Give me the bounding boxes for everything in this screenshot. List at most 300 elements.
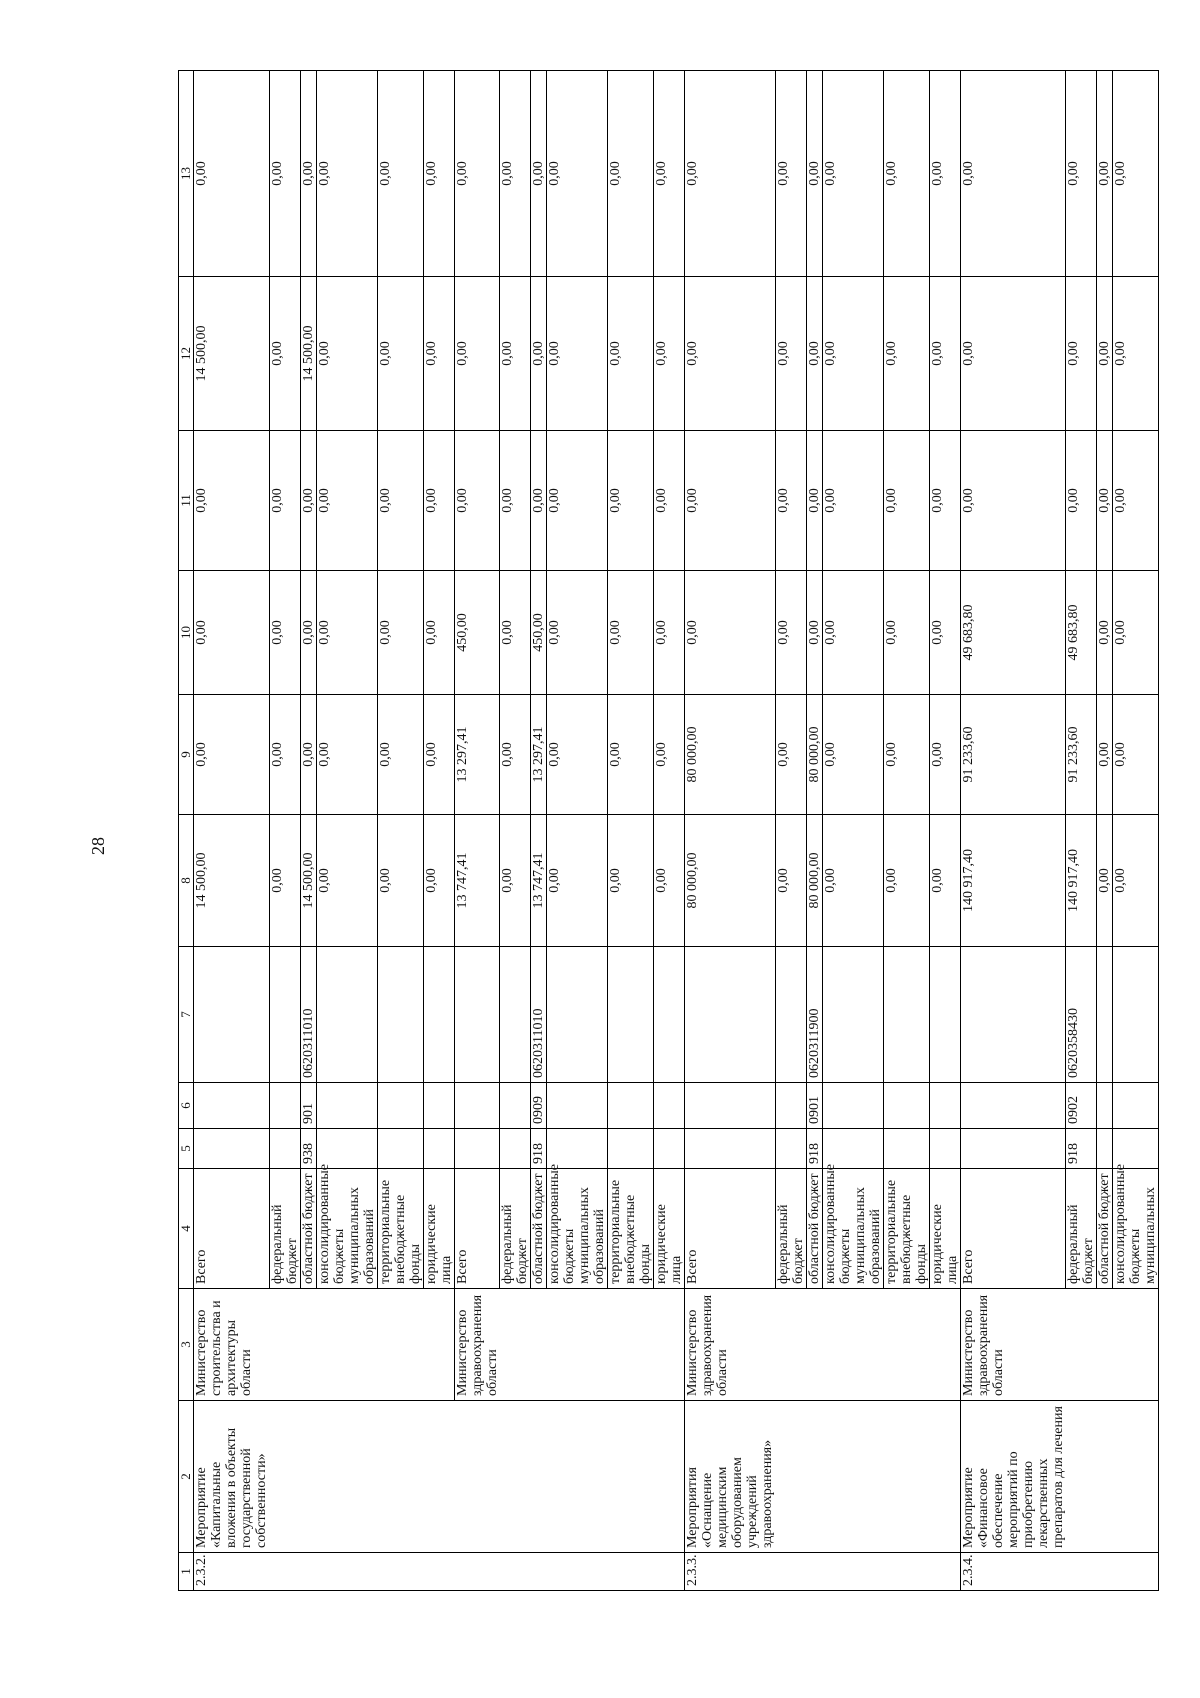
cell-code-7 — [685, 947, 776, 1083]
cell-code-7 — [377, 947, 423, 1083]
cell-measure-name — [547, 1401, 608, 1553]
cell-value-col-12: 0,00 — [531, 277, 547, 431]
column-header: 11 — [179, 431, 194, 571]
cell-value-col-8: 80 000,00 — [685, 815, 776, 947]
cell-value-col-12: 0,00 — [377, 277, 423, 431]
cell-value-col-11: 0,00 — [685, 431, 776, 571]
cell-number — [300, 1553, 316, 1591]
cell-value-col-11: 0,00 — [1066, 431, 1097, 571]
cell-code-5: 918 — [806, 1129, 822, 1169]
header-row — [179, 71, 194, 1591]
cell-code-5 — [377, 1129, 423, 1169]
cell-value-col-12: 0,00 — [1113, 277, 1159, 431]
cell-value-col-11: 0,00 — [883, 431, 929, 571]
cell-executor — [377, 1289, 423, 1401]
cell-executor: Министерство здравоохранения области — [960, 1289, 1066, 1401]
cell-value-col-12: 0,00 — [500, 277, 531, 431]
cell-code-7 — [1097, 947, 1113, 1083]
cell-number — [454, 1553, 500, 1591]
cell-number: 2.3.2. — [194, 1553, 270, 1591]
cell-value-col-11: 0,00 — [269, 431, 300, 571]
cell-value-col-13: 0,00 — [1066, 71, 1097, 277]
cell-measure-name — [775, 1401, 806, 1553]
cell-code-5 — [547, 1129, 608, 1169]
cell-code-7 — [269, 947, 300, 1083]
cell-measure-name — [269, 1401, 300, 1553]
cell-executor — [608, 1289, 654, 1401]
cell-code-5 — [775, 1129, 806, 1169]
column-header: 3 — [179, 1289, 194, 1401]
cell-value-col-8: 0,00 — [1097, 815, 1113, 947]
column-header: 7 — [179, 947, 194, 1083]
cell-code-7 — [194, 947, 270, 1083]
cell-value-col-9: 80 000,00 — [685, 695, 776, 815]
cell-value-col-13: 0,00 — [454, 71, 500, 277]
cell-value-col-10: 0,00 — [1097, 571, 1113, 695]
cell-funding-source: областной бюджет — [300, 1169, 316, 1289]
table-row — [960, 71, 1066, 1591]
cell-funding-source: Всего — [454, 1169, 500, 1289]
table-row — [822, 71, 883, 1591]
cell-value-col-8: 0,00 — [500, 815, 531, 947]
cell-code-7 — [883, 947, 929, 1083]
cell-value-col-9: 0,00 — [654, 695, 685, 815]
cell-value-col-10: 0,00 — [929, 571, 960, 695]
cell-value-col-8: 0,00 — [822, 815, 883, 947]
cell-measure-name: Мероприятие «Финансовое обеспечение мероприятий по приобретению лекарственных препаратов для лечения — [960, 1401, 1066, 1553]
cell-value-col-13: 0,00 — [822, 71, 883, 277]
page-number: 28 — [88, 837, 108, 855]
cell-value-col-9: 91 233,60 — [960, 695, 1066, 815]
cell-value-col-11: 0,00 — [1113, 431, 1159, 571]
cell-code-6 — [377, 1083, 423, 1129]
cell-value-col-9: 0,00 — [929, 695, 960, 815]
cell-code-7 — [608, 947, 654, 1083]
cell-value-col-8: 0,00 — [377, 815, 423, 947]
cell-value-col-8: 0,00 — [929, 815, 960, 947]
cell-value-col-11: 0,00 — [608, 431, 654, 571]
cell-value-col-10: 0,00 — [806, 571, 822, 695]
cell-value-col-12: 0,00 — [1066, 277, 1097, 431]
cell-code-6 — [194, 1083, 270, 1129]
cell-number — [500, 1553, 531, 1591]
cell-executor — [500, 1289, 531, 1401]
cell-measure-name — [423, 1401, 454, 1553]
cell-funding-source: областной бюджет — [1097, 1169, 1113, 1289]
table-row — [547, 71, 608, 1591]
cell-value-col-12: 14 500,00 — [300, 277, 316, 431]
table-row — [685, 71, 776, 1591]
table-row — [883, 71, 929, 1591]
cell-executor — [316, 1289, 377, 1401]
cell-value-col-10: 49 683,80 — [1066, 571, 1097, 695]
cell-executor — [531, 1289, 547, 1401]
cell-value-col-8: 13 747,41 — [531, 815, 547, 947]
cell-value-col-8: 0,00 — [316, 815, 377, 947]
budget-table — [178, 70, 1159, 1591]
cell-funding-source: областной бюджет — [531, 1169, 547, 1289]
cell-value-col-13: 0,00 — [608, 71, 654, 277]
column-header: 13 — [179, 71, 194, 277]
cell-executor — [1113, 1289, 1159, 1401]
table-row — [1113, 71, 1159, 1591]
cell-value-col-12: 0,00 — [454, 277, 500, 431]
cell-value-col-9: 0,00 — [608, 695, 654, 815]
column-header: 1 — [179, 1553, 194, 1591]
cell-value-col-13: 0,00 — [806, 71, 822, 277]
cell-value-col-9: 0,00 — [1113, 695, 1159, 815]
cell-code-5: 938 — [300, 1129, 316, 1169]
cell-value-col-10: 0,00 — [685, 571, 776, 695]
cell-value-col-10: 0,00 — [822, 571, 883, 695]
cell-value-col-9: 0,00 — [194, 695, 270, 815]
cell-code-5 — [883, 1129, 929, 1169]
cell-code-6 — [500, 1083, 531, 1129]
cell-value-col-11: 0,00 — [316, 431, 377, 571]
cell-measure-name — [929, 1401, 960, 1553]
cell-value-col-13: 0,00 — [547, 71, 608, 277]
cell-funding-source: юридические лица — [654, 1169, 685, 1289]
cell-code-5 — [960, 1129, 1066, 1169]
cell-value-col-11: 0,00 — [806, 431, 822, 571]
cell-measure-name — [883, 1401, 929, 1553]
table-body — [194, 71, 1159, 1591]
cell-value-col-9: 0,00 — [883, 695, 929, 815]
cell-code-6: 0909 — [531, 1083, 547, 1129]
table-row — [1066, 71, 1097, 1591]
cell-value-col-13: 0,00 — [194, 71, 270, 277]
cell-number — [531, 1553, 547, 1591]
table-row — [316, 71, 377, 1591]
cell-number — [1066, 1553, 1097, 1591]
cell-measure-name — [500, 1401, 531, 1553]
cell-funding-source: областной бюджет — [806, 1169, 822, 1289]
cell-value-col-8: 0,00 — [1113, 815, 1159, 947]
cell-value-col-12: 0,00 — [960, 277, 1066, 431]
cell-measure-name — [1097, 1401, 1113, 1553]
cell-value-col-11: 0,00 — [822, 431, 883, 571]
cell-value-col-11: 0,00 — [775, 431, 806, 571]
cell-value-col-10: 0,00 — [500, 571, 531, 695]
cell-code-5 — [1113, 1129, 1159, 1169]
cell-executor: Министерство здравоохранения области — [685, 1289, 776, 1401]
cell-measure-name: Мероприятие «Капитальные вложения в объекты государственной собственности» — [194, 1401, 270, 1553]
cell-value-col-9: 0,00 — [500, 695, 531, 815]
cell-code-5 — [608, 1129, 654, 1169]
cell-code-6: 0901 — [806, 1083, 822, 1129]
cell-code-6 — [883, 1083, 929, 1129]
cell-funding-source: юридические лица — [423, 1169, 454, 1289]
cell-value-col-13: 0,00 — [1097, 71, 1113, 277]
cell-code-5 — [423, 1129, 454, 1169]
cell-funding-source: федеральный бюджет — [775, 1169, 806, 1289]
cell-value-col-12: 0,00 — [1097, 277, 1113, 431]
cell-value-col-12: 0,00 — [654, 277, 685, 431]
cell-code-6 — [685, 1083, 776, 1129]
column-header: 9 — [179, 695, 194, 815]
cell-value-col-8: 140 917,40 — [1066, 815, 1097, 947]
cell-executor — [929, 1289, 960, 1401]
cell-value-col-10: 450,00 — [531, 571, 547, 695]
cell-executor — [1097, 1289, 1113, 1401]
cell-value-col-8: 14 500,00 — [300, 815, 316, 947]
cell-value-col-12: 0,00 — [929, 277, 960, 431]
cell-value-col-10: 0,00 — [883, 571, 929, 695]
table-row — [608, 71, 654, 1591]
cell-code-6 — [1097, 1083, 1113, 1129]
cell-value-col-9: 13 297,41 — [531, 695, 547, 815]
cell-value-col-10: 0,00 — [608, 571, 654, 695]
cell-measure-name — [531, 1401, 547, 1553]
cell-executor — [300, 1289, 316, 1401]
cell-measure-name — [300, 1401, 316, 1553]
cell-value-col-11: 0,00 — [960, 431, 1066, 571]
table-row — [1097, 71, 1113, 1591]
cell-measure-name — [316, 1401, 377, 1553]
cell-code-7: 0620358430 — [1066, 947, 1097, 1083]
cell-value-col-13: 0,00 — [883, 71, 929, 277]
table-row — [929, 71, 960, 1591]
cell-value-col-13: 0,00 — [300, 71, 316, 277]
column-header: 4 — [179, 1169, 194, 1289]
cell-executor — [1066, 1289, 1097, 1401]
cell-value-col-12: 0,00 — [316, 277, 377, 431]
cell-code-6 — [454, 1083, 500, 1129]
cell-funding-source: консолидированные бюджеты муниципальных — [1113, 1169, 1159, 1289]
cell-value-col-10: 0,00 — [316, 571, 377, 695]
cell-value-col-13: 0,00 — [269, 71, 300, 277]
table-row — [654, 71, 685, 1591]
table-row — [531, 71, 547, 1591]
cell-value-col-13: 0,00 — [775, 71, 806, 277]
cell-value-col-11: 0,00 — [454, 431, 500, 571]
cell-value-col-10: 0,00 — [377, 571, 423, 695]
cell-value-col-8: 0,00 — [883, 815, 929, 947]
cell-code-5 — [194, 1129, 270, 1169]
cell-number — [316, 1553, 377, 1591]
cell-code-5 — [269, 1129, 300, 1169]
cell-value-col-9: 80 000,00 — [806, 695, 822, 815]
cell-executor — [806, 1289, 822, 1401]
cell-value-col-9: 0,00 — [269, 695, 300, 815]
cell-value-col-13: 0,00 — [685, 71, 776, 277]
cell-number: 2.3.3. — [685, 1553, 776, 1591]
cell-code-7 — [960, 947, 1066, 1083]
cell-value-col-10: 0,00 — [300, 571, 316, 695]
cell-code-7 — [316, 947, 377, 1083]
cell-value-col-8: 0,00 — [654, 815, 685, 947]
cell-code-6 — [269, 1083, 300, 1129]
table-row — [423, 71, 454, 1591]
cell-value-col-10: 0,00 — [547, 571, 608, 695]
cell-code-5 — [316, 1129, 377, 1169]
cell-value-col-12: 14 500,00 — [194, 277, 270, 431]
cell-funding-source: консолидированные бюджеты муниципальных образований — [316, 1169, 377, 1289]
cell-code-5 — [654, 1129, 685, 1169]
cell-value-col-13: 0,00 — [654, 71, 685, 277]
cell-value-col-11: 0,00 — [423, 431, 454, 571]
cell-executor — [423, 1289, 454, 1401]
cell-number — [1113, 1553, 1159, 1591]
cell-value-col-13: 0,00 — [316, 71, 377, 277]
cell-code-7 — [822, 947, 883, 1083]
cell-measure-name — [822, 1401, 883, 1553]
cell-funding-source: Всего — [960, 1169, 1066, 1289]
cell-value-col-13: 0,00 — [377, 71, 423, 277]
cell-number — [269, 1553, 300, 1591]
cell-code-7 — [1113, 947, 1159, 1083]
table-row — [806, 71, 822, 1591]
cell-funding-source: территориальные внебюджетные фонды — [377, 1169, 423, 1289]
cell-value-col-13: 0,00 — [960, 71, 1066, 277]
cell-value-col-12: 0,00 — [269, 277, 300, 431]
cell-value-col-12: 0,00 — [806, 277, 822, 431]
cell-code-7 — [775, 947, 806, 1083]
cell-value-col-10: 0,00 — [1113, 571, 1159, 695]
cell-value-col-12: 0,00 — [775, 277, 806, 431]
cell-measure-name — [654, 1401, 685, 1553]
cell-measure-name — [1066, 1401, 1097, 1553]
column-header: 8 — [179, 815, 194, 947]
cell-value-col-9: 0,00 — [316, 695, 377, 815]
cell-value-col-10: 450,00 — [454, 571, 500, 695]
cell-code-6 — [654, 1083, 685, 1129]
cell-value-col-8: 0,00 — [547, 815, 608, 947]
cell-code-7: 0620311900 — [806, 947, 822, 1083]
cell-value-col-9: 91 233,60 — [1066, 695, 1097, 815]
cell-funding-source: Всего — [685, 1169, 776, 1289]
cell-value-col-8: 13 747,41 — [454, 815, 500, 947]
cell-value-col-11: 0,00 — [1097, 431, 1113, 571]
cell-funding-source: федеральный бюджет — [1066, 1169, 1097, 1289]
cell-number — [423, 1553, 454, 1591]
cell-value-col-10: 0,00 — [194, 571, 270, 695]
cell-code-6 — [822, 1083, 883, 1129]
cell-value-col-10: 0,00 — [269, 571, 300, 695]
cell-funding-source: юридические лица — [929, 1169, 960, 1289]
cell-number — [1097, 1553, 1113, 1591]
cell-code-7 — [547, 947, 608, 1083]
cell-measure-name — [454, 1401, 500, 1553]
cell-value-col-13: 0,00 — [423, 71, 454, 277]
cell-value-col-8: 0,00 — [269, 815, 300, 947]
cell-value-col-11: 0,00 — [531, 431, 547, 571]
cell-value-col-9: 0,00 — [547, 695, 608, 815]
cell-value-col-10: 0,00 — [654, 571, 685, 695]
cell-value-col-8: 0,00 — [423, 815, 454, 947]
cell-funding-source: консолидированные бюджеты муниципальных образований — [822, 1169, 883, 1289]
cell-executor — [547, 1289, 608, 1401]
cell-code-5 — [822, 1129, 883, 1169]
cell-value-col-11: 0,00 — [547, 431, 608, 571]
cell-value-col-9: 0,00 — [300, 695, 316, 815]
cell-value-col-8: 14 500,00 — [194, 815, 270, 947]
cell-value-col-9: 0,00 — [1097, 695, 1113, 815]
cell-value-col-8: 140 917,40 — [960, 815, 1066, 947]
cell-value-col-12: 0,00 — [423, 277, 454, 431]
cell-executor: Министерство строительства и архитектуры области — [194, 1289, 270, 1401]
cell-value-col-12: 0,00 — [822, 277, 883, 431]
cell-value-col-13: 0,00 — [929, 71, 960, 277]
cell-value-col-8: 80 000,00 — [806, 815, 822, 947]
cell-funding-source: федеральный бюджет — [269, 1169, 300, 1289]
cell-number — [883, 1553, 929, 1591]
cell-measure-name — [608, 1401, 654, 1553]
cell-executor — [269, 1289, 300, 1401]
table-row — [194, 71, 270, 1591]
cell-code-6: 0902 — [1066, 1083, 1097, 1129]
cell-executor — [822, 1289, 883, 1401]
cell-funding-source: консолидированные бюджеты муниципальных образований — [547, 1169, 608, 1289]
cell-executor — [775, 1289, 806, 1401]
cell-code-6 — [608, 1083, 654, 1129]
column-header: 6 — [179, 1083, 194, 1129]
cell-value-col-10: 49 683,80 — [960, 571, 1066, 695]
cell-code-6 — [423, 1083, 454, 1129]
cell-value-col-13: 0,00 — [531, 71, 547, 277]
cell-code-7 — [423, 947, 454, 1083]
cell-value-col-11: 0,00 — [194, 431, 270, 571]
cell-value-col-12: 0,00 — [547, 277, 608, 431]
cell-code-7 — [500, 947, 531, 1083]
cell-code-5 — [685, 1129, 776, 1169]
cell-value-col-9: 0,00 — [822, 695, 883, 815]
cell-funding-source: территориальные внебюджетные фонды — [883, 1169, 929, 1289]
cell-number — [806, 1553, 822, 1591]
cell-measure-name — [377, 1401, 423, 1553]
cell-code-7 — [654, 947, 685, 1083]
cell-code-6 — [316, 1083, 377, 1129]
cell-value-col-8: 0,00 — [608, 815, 654, 947]
table-row — [454, 71, 500, 1591]
cell-executor: Министерство здравоохранения области — [454, 1289, 500, 1401]
cell-number — [377, 1553, 423, 1591]
cell-funding-source: Всего — [194, 1169, 270, 1289]
cell-code-5 — [454, 1129, 500, 1169]
cell-value-col-11: 0,00 — [500, 431, 531, 571]
cell-value-col-9: 13 297,41 — [454, 695, 500, 815]
cell-executor — [883, 1289, 929, 1401]
cell-executor — [654, 1289, 685, 1401]
cell-value-col-11: 0,00 — [300, 431, 316, 571]
cell-value-col-11: 0,00 — [929, 431, 960, 571]
cell-code-7 — [929, 947, 960, 1083]
cell-code-7: 0620311010 — [300, 947, 316, 1083]
cell-funding-source: территориальные внебюджетные фонды — [608, 1169, 654, 1289]
cell-code-5: 918 — [1066, 1129, 1097, 1169]
cell-value-col-13: 0,00 — [500, 71, 531, 277]
cell-value-col-13: 0,00 — [1113, 71, 1159, 277]
cell-measure-name — [1113, 1401, 1159, 1553]
cell-code-6: 901 — [300, 1083, 316, 1129]
cell-code-6 — [775, 1083, 806, 1129]
cell-code-5 — [500, 1129, 531, 1169]
column-header: 12 — [179, 277, 194, 431]
cell-code-5 — [1097, 1129, 1113, 1169]
table-row — [500, 71, 531, 1591]
cell-value-col-11: 0,00 — [654, 431, 685, 571]
column-header: 5 — [179, 1129, 194, 1169]
cell-value-col-9: 0,00 — [775, 695, 806, 815]
cell-measure-name: Мероприятия «Оснащение медицинским оборудованием учреждений здравоохранения» — [685, 1401, 776, 1553]
cell-value-col-10: 0,00 — [775, 571, 806, 695]
cell-code-5: 918 — [531, 1129, 547, 1169]
rotated-table-container — [178, 71, 1158, 1591]
cell-code-6 — [547, 1083, 608, 1129]
cell-code-7 — [454, 947, 500, 1083]
cell-number — [608, 1553, 654, 1591]
cell-number — [822, 1553, 883, 1591]
